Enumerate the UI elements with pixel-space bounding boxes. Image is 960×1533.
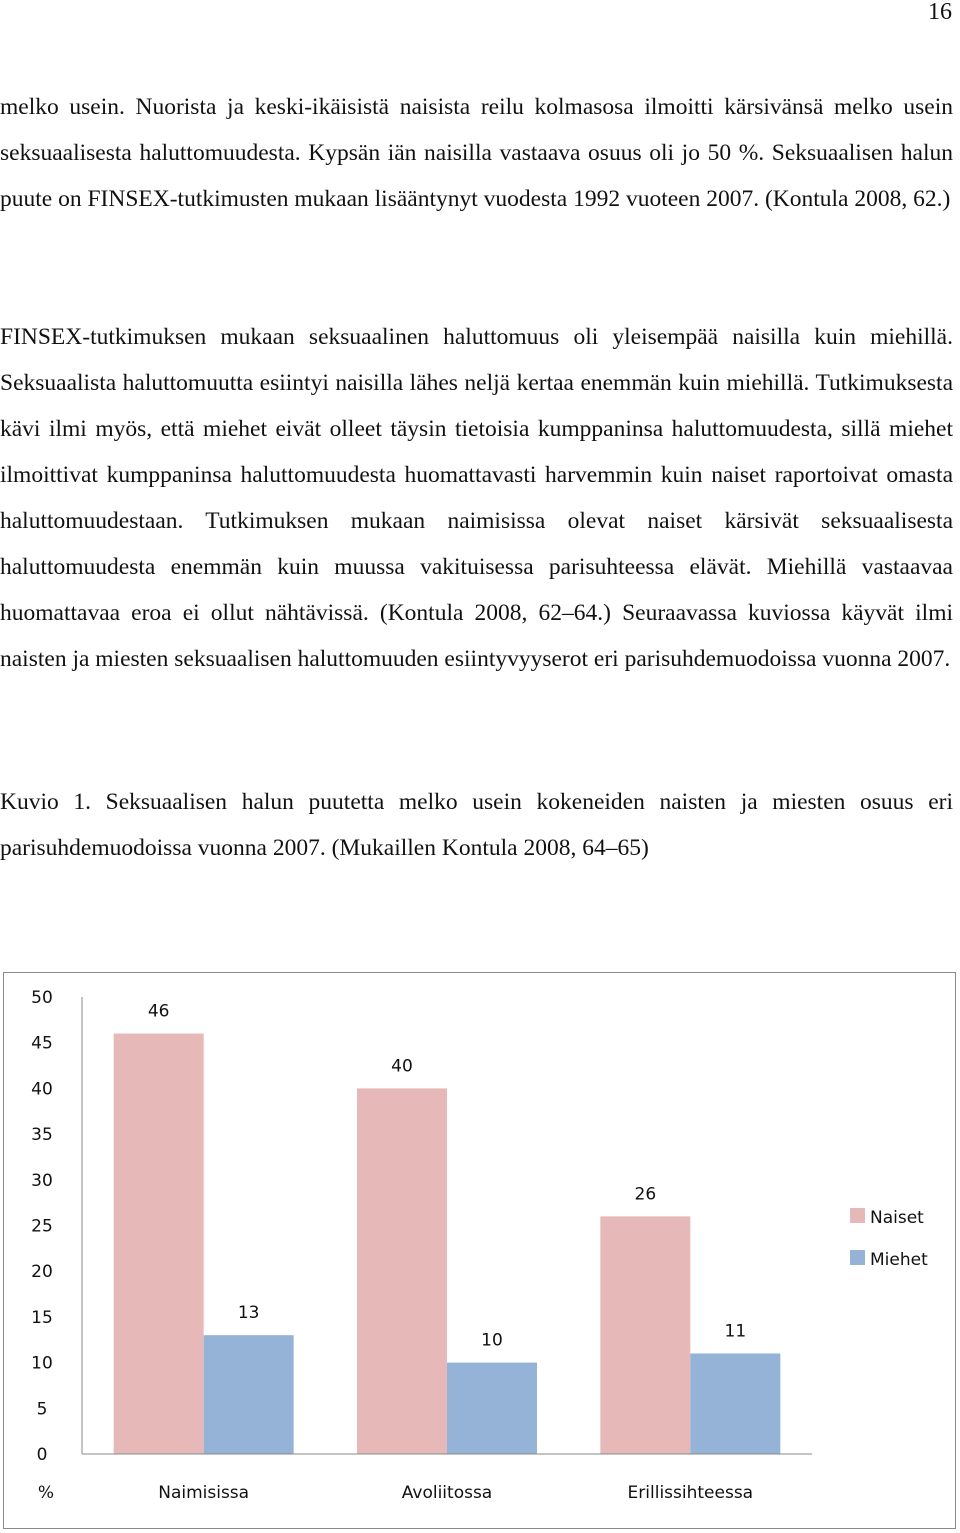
figure-caption: Kuvio 1. Seksuaalisen halun puutetta melko usein kokeneiden naisten ja miesten osuus eri parisuhdemuodoissa vuonna 2007. (Mukaillen Kontula 2008, 64–65): [0, 789, 953, 861]
data-label: 10: [481, 1330, 503, 1351]
legend-label: Naiset: [870, 1208, 924, 1228]
chart-canvas: [4, 973, 957, 1530]
y-tick-label: 10: [31, 1353, 53, 1374]
y-tick-label: 45: [31, 1033, 53, 1054]
unit-label: %: [37, 1483, 55, 1503]
bar-miehet: [204, 1335, 294, 1454]
bar-naiset: [114, 1034, 204, 1454]
bar-naiset: [357, 1088, 447, 1454]
bar-chart: [3, 972, 956, 1529]
x-tick-label: Avoliitossa: [401, 1483, 493, 1503]
data-label: 13: [237, 1303, 260, 1324]
bar-miehet: [690, 1353, 780, 1454]
y-tick-label: 5: [36, 1399, 48, 1420]
data-label: 40: [391, 1056, 413, 1077]
y-tick-label: 50: [31, 988, 53, 1008]
legend-swatch: [850, 1208, 865, 1223]
bar-naiset: [600, 1216, 690, 1454]
y-tick-label: 15: [31, 1307, 53, 1328]
page-number: 16: [928, 0, 952, 25]
bar-miehet: [447, 1363, 537, 1454]
data-label: 11: [724, 1321, 747, 1342]
x-tick-label: Erillissihteessa: [627, 1483, 754, 1503]
y-tick-label: 25: [31, 1216, 53, 1237]
body-paragraph: FINSEX-tutkimuksen mukaan seksuaalinen haluttomuus oli yleisempää naisilla kuin miehillä. Seksuaalista haluttomuutta esiintyi naisilla lähes neljä kertaa enemmän kuin miehillä. Tutkimuksesta kävi ilmi myös, että miehet eivät olleet täysin tietoisia kumppaninsa haluttomuudesta, sillä miehet ilmoittivat kumppaninsa haluttomuudesta huomattavasti harvemmin kuin naiset raportoivat omasta haluttomuudestaan. Tutkimuksen mukaan naimisissa olevat naiset kärsivät seksuaalisesta haluttomuudesta enemmän kuin muussa vakituisessa parisuhteessa elävät. Miehillä vastaavaa huomattavaa eroa ei ollut nähtävissä. (Kontula 2008, 62–64.) Seuraavassa kuviossa käyvät ilmi naisten ja miesten seksuaalisen haluttomuuden esiintyvyyserot eri parisuhdemuodoissa vuonna 2007.: [0, 324, 953, 672]
y-tick-label: 40: [31, 1079, 53, 1100]
y-tick-label: 30: [31, 1170, 53, 1191]
x-tick-label: Naimisissa: [158, 1483, 250, 1503]
y-tick-label: 0: [36, 1445, 48, 1465]
body-paragraph: melko usein. Nuorista ja keski-ikäisistä naisista reilu kolmasosa ilmoitti kärsivänsä melko usein seksuaalisesta haluttomuudesta. Kypsän iän naisilla vastaava osuus oli jo 50 %. Seksuaalisen halun puute on FINSEX-tutkimusten mukaan lisääntynyt vuodesta 1992 vuoteen 2007. (Kontula 2008, 62.): [0, 94, 953, 212]
y-tick-label: 35: [31, 1125, 53, 1146]
y-tick-label: 20: [31, 1262, 53, 1283]
legend-label: Miehet: [870, 1250, 928, 1270]
data-label: 46: [147, 1001, 170, 1022]
legend-swatch: [850, 1250, 865, 1265]
data-label: 26: [634, 1184, 657, 1205]
